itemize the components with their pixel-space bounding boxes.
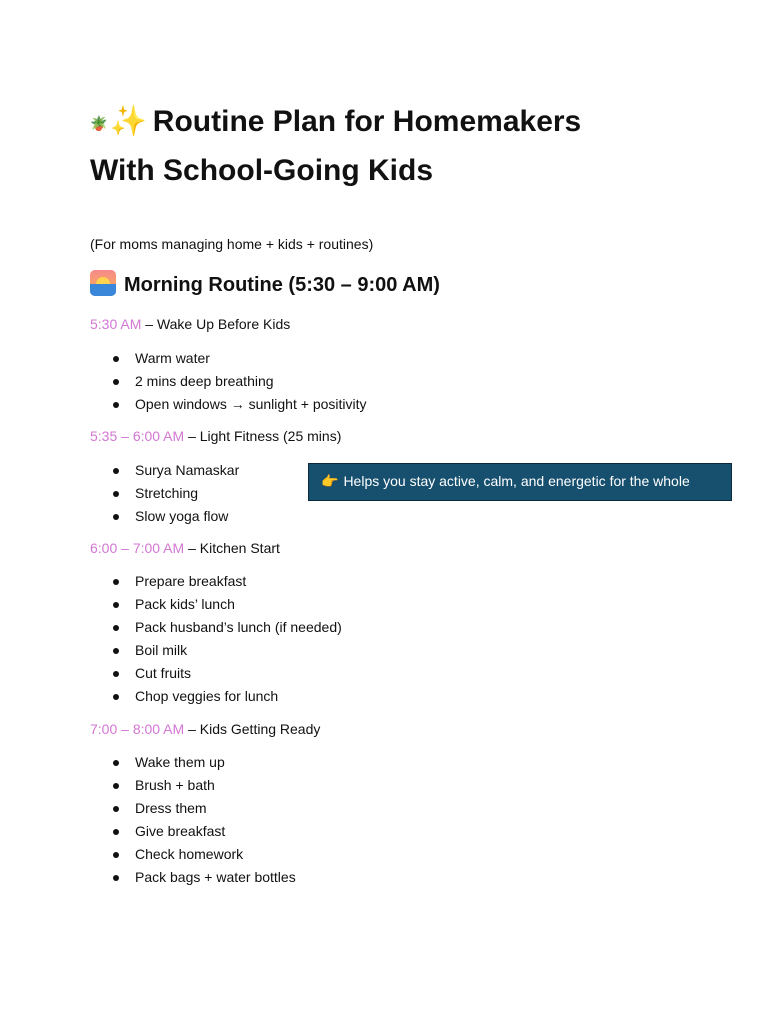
task-list bbox=[90, 570, 730, 708]
routine-block bbox=[90, 313, 730, 416]
task-list bbox=[90, 347, 730, 416]
task-title: – Wake Up Before Kids bbox=[141, 316, 291, 332]
list-item-text: Dress them bbox=[135, 800, 207, 816]
list-item bbox=[90, 866, 730, 889]
bullet-icon bbox=[113, 806, 119, 812]
bullet-icon bbox=[113, 602, 119, 608]
potted-plant-icon: 🪴 bbox=[90, 115, 108, 132]
routine-block bbox=[90, 718, 730, 889]
bullet-icon bbox=[113, 760, 119, 766]
callout-text: Helps you stay active, calm, and energetic for the whole bbox=[343, 473, 690, 489]
list-item bbox=[90, 505, 730, 528]
bullet-icon bbox=[113, 402, 119, 408]
bullet-icon bbox=[113, 875, 119, 881]
task-title: – Kitchen Start bbox=[184, 540, 280, 556]
list-item-text: Pack kids’ lunch bbox=[135, 596, 235, 612]
list-item-text: Slow yoga flow bbox=[135, 508, 229, 524]
time-line bbox=[90, 313, 730, 335]
list-item-text: Surya Namaskar bbox=[135, 462, 240, 478]
bullet-icon bbox=[113, 514, 119, 520]
time-range: 5:30 AM bbox=[90, 316, 142, 332]
list-item-text: Pack husband’s lunch (if needed) bbox=[135, 619, 342, 635]
bullet-icon bbox=[113, 491, 119, 497]
title-line-1: Routine Plan for Homemakers bbox=[152, 105, 582, 138]
list-item bbox=[90, 639, 730, 662]
sparkles-icon: ✨ bbox=[109, 105, 147, 138]
list-item bbox=[90, 570, 730, 593]
bullet-icon bbox=[113, 468, 119, 474]
time-range: 7:00 – 8:00 AM bbox=[90, 721, 185, 737]
list-item bbox=[90, 593, 730, 616]
list-item bbox=[90, 820, 730, 843]
task-list bbox=[90, 751, 730, 889]
time-range: 5:35 – 6:00 AM bbox=[90, 428, 185, 444]
list-item bbox=[90, 616, 730, 639]
sunrise-icon bbox=[90, 270, 116, 296]
bullet-icon bbox=[113, 829, 119, 835]
section-heading-text: Morning Routine (5:30 – 9:00 AM) bbox=[124, 274, 440, 296]
callout-box bbox=[308, 463, 732, 501]
bullet-icon bbox=[113, 852, 119, 858]
bullet-icon bbox=[113, 579, 119, 585]
list-item bbox=[90, 797, 730, 820]
list-item-text: Check homework bbox=[135, 846, 244, 862]
bullet-icon bbox=[113, 783, 119, 789]
list-item bbox=[90, 662, 730, 685]
list-item bbox=[90, 393, 730, 416]
list-item-text: Open windows → sunlight + positivity bbox=[135, 396, 367, 412]
section-heading bbox=[90, 270, 440, 297]
bullet-icon bbox=[113, 694, 119, 700]
list-item-text: Prepare breakfast bbox=[135, 573, 247, 589]
list-item bbox=[90, 774, 730, 797]
bullet-icon bbox=[113, 648, 119, 654]
list-item-text: Stretching bbox=[135, 485, 199, 501]
list-item-text: Boil milk bbox=[135, 642, 188, 658]
task-title: – Kids Getting Ready bbox=[184, 721, 321, 737]
list-item-text: Brush + bath bbox=[135, 777, 215, 793]
time-line bbox=[90, 718, 730, 740]
time-line bbox=[90, 425, 730, 447]
list-item bbox=[90, 370, 730, 393]
list-item-text: Give breakfast bbox=[135, 823, 226, 839]
list-item-text: Chop veggies for lunch bbox=[135, 688, 279, 704]
title-line-2: With School-Going Kids bbox=[90, 154, 434, 188]
page-title bbox=[90, 98, 710, 195]
bullet-icon bbox=[113, 356, 119, 362]
bullet-icon bbox=[113, 379, 119, 385]
list-item-text: Wake them up bbox=[135, 754, 225, 770]
list-item-text: 2 mins deep breathing bbox=[135, 373, 274, 389]
list-item bbox=[90, 347, 730, 370]
list-item bbox=[90, 685, 730, 708]
time-range: 6:00 – 7:00 AM bbox=[90, 540, 185, 556]
list-item bbox=[90, 751, 730, 774]
task-title: – Light Fitness (25 mins) bbox=[184, 428, 342, 444]
time-line bbox=[90, 537, 730, 559]
routine-block bbox=[90, 537, 730, 708]
bullet-icon bbox=[113, 671, 119, 677]
list-item bbox=[90, 843, 730, 866]
list-item-text: Cut fruits bbox=[135, 665, 192, 681]
bullet-icon bbox=[113, 625, 119, 631]
pointing-hand-icon: 👉 bbox=[321, 473, 339, 489]
subtitle: (For moms managing home + kids + routines) bbox=[90, 236, 374, 252]
list-item-text: Warm water bbox=[135, 350, 210, 366]
list-item-text: Pack bags + water bottles bbox=[135, 869, 296, 885]
